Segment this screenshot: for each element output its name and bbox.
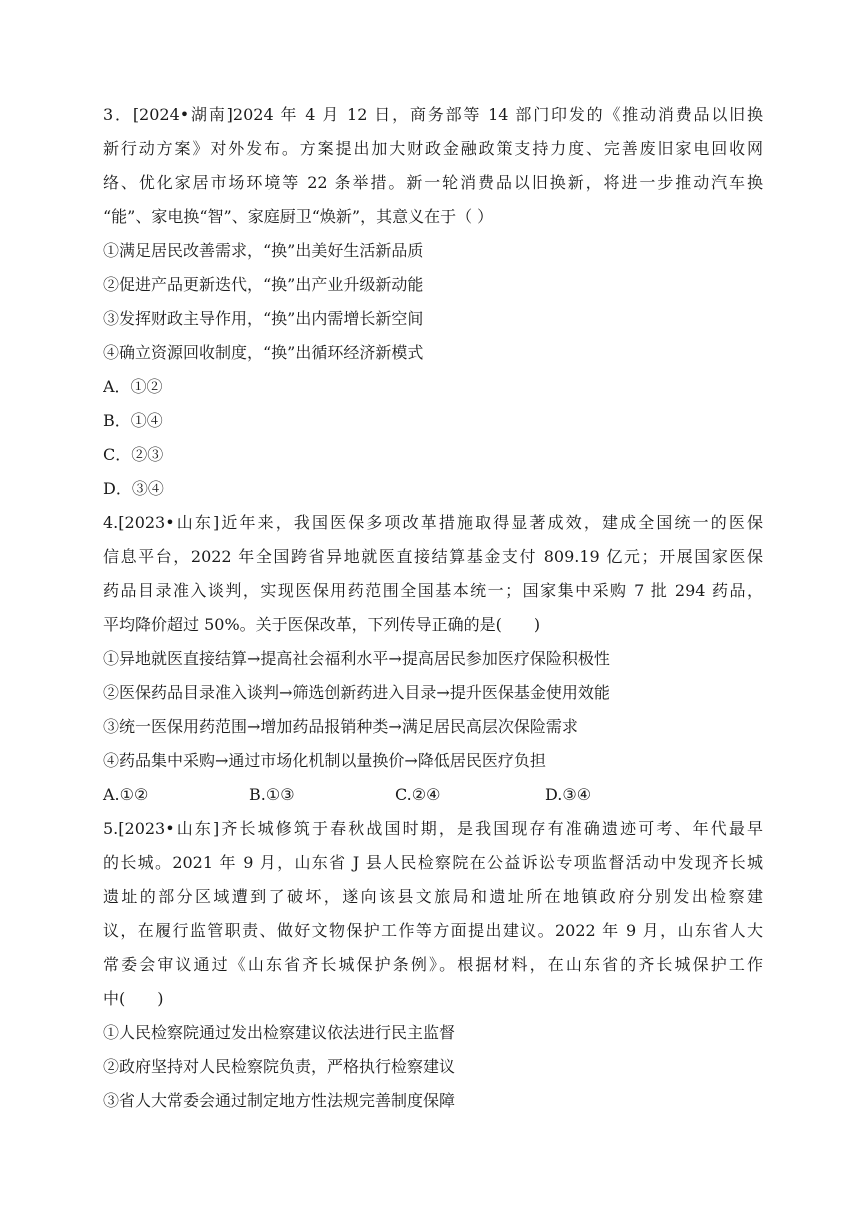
- answer-option: B．①④: [103, 411, 163, 430]
- statement: ②政府坚持对人民检察院负责，严格执行检察建议: [103, 1057, 456, 1076]
- statement: ①人民检察院通过发出检察建议依法进行民主监督: [103, 1023, 456, 1042]
- question-stem-line: 常委会审议通过《山东省齐长城保护条例》。根据材料，在山东省的齐长城保护工作: [103, 955, 763, 974]
- question-stem-line: 4.[2023•山东]近年来，我国医保多项改革措施取得显著成效，建成全国统一的医保: [103, 513, 763, 532]
- answer-options-row: [103, 778, 763, 812]
- statement: ④药品集中采购→通过市场化机制以量换价→降低居民医疗负担: [103, 751, 546, 770]
- answer-option: A.①②: [103, 785, 149, 804]
- question-stem-line: 新行动方案》对外发布。方案提出加大财政金融政策支持力度、完善废旧家电回收网: [103, 139, 763, 158]
- question-stem-line: 平均降价超过 50%。关于医保改革，下列传导正确的是( ): [103, 615, 541, 634]
- statement: ①满足居民改善需求，“换”出美好生活新品质: [103, 241, 424, 260]
- answer-option: C．②③: [103, 445, 164, 464]
- question-stem-line: 的长城。2021 年 9 月，山东省 J 县人民检察院在公益诉讼专项监督活动中发现齐长城: [103, 853, 763, 872]
- statement: ③省人大常委会通过制定地方性法规完善制度保障: [103, 1091, 456, 1110]
- statement: ④确立资源回收制度，“换”出循环经济新模式: [103, 343, 424, 362]
- statement: ②促进产品更新迭代，“换”出产业升级新动能: [103, 275, 424, 294]
- answer-option: A．①②: [103, 377, 163, 396]
- statement: ③统一医保用药范围→增加药品报销种类→满足居民高层次保险需求: [103, 717, 578, 736]
- question-3: [103, 98, 763, 506]
- question-5: [103, 812, 763, 1118]
- question-stem-line: 药品目录准入谈判，实现医保用药范围全国基本统一；国家集中采购 7 批 294 药品，: [103, 581, 763, 600]
- question-list: [103, 98, 763, 1118]
- question-stem-line: 3．[2024•湖南]2024 年 4 月 12 日，商务部等 14 部门印发的《推动消费品以旧换: [103, 105, 763, 124]
- answer-option: D．③④: [103, 479, 164, 498]
- question-4: [103, 506, 763, 812]
- question-stem-line: 中( ): [103, 989, 164, 1008]
- question-stem-line: 遗址的部分区域遭到了破坏，遂向该县文旅局和遗址所在地镇政府分别发出检察建: [103, 887, 763, 906]
- answer-option: B.①③: [249, 785, 295, 804]
- answer-option: C.②④: [395, 785, 441, 804]
- answer-option: D.③④: [545, 785, 592, 804]
- statement: ①异地就医直接结算→提高社会福利水平→提高居民参加医疗保险积极性: [103, 649, 610, 668]
- question-stem-line: 信息平台，2022 年全国跨省异地就医直接结算基金支付 809.19 亿元；开展国家医保: [103, 547, 763, 566]
- question-stem-line: 络、优化家居市场环境等 22 条举措。新一轮消费品以旧换新，将进一步推动汽车换: [103, 173, 763, 192]
- question-stem-line: 议，在履行监管职责、做好文物保护工作等方面提出建议。2022 年 9 月，山东省人大: [103, 921, 763, 940]
- statement: ②医保药品目录准入谈判→筛选创新药进入目录→提升医保基金使用效能: [103, 683, 610, 702]
- question-stem-line: 5.[2023•山东]齐长城修筑于春秋战国时期，是我国现存有准确遗迹可考、年代最早: [103, 819, 763, 838]
- question-stem-line: “能”、家电换“智”、家庭厨卫“焕新”，其意义在于（ ）: [103, 207, 494, 226]
- statement: ③发挥财政主导作用，“换”出内需增长新空间: [103, 309, 424, 328]
